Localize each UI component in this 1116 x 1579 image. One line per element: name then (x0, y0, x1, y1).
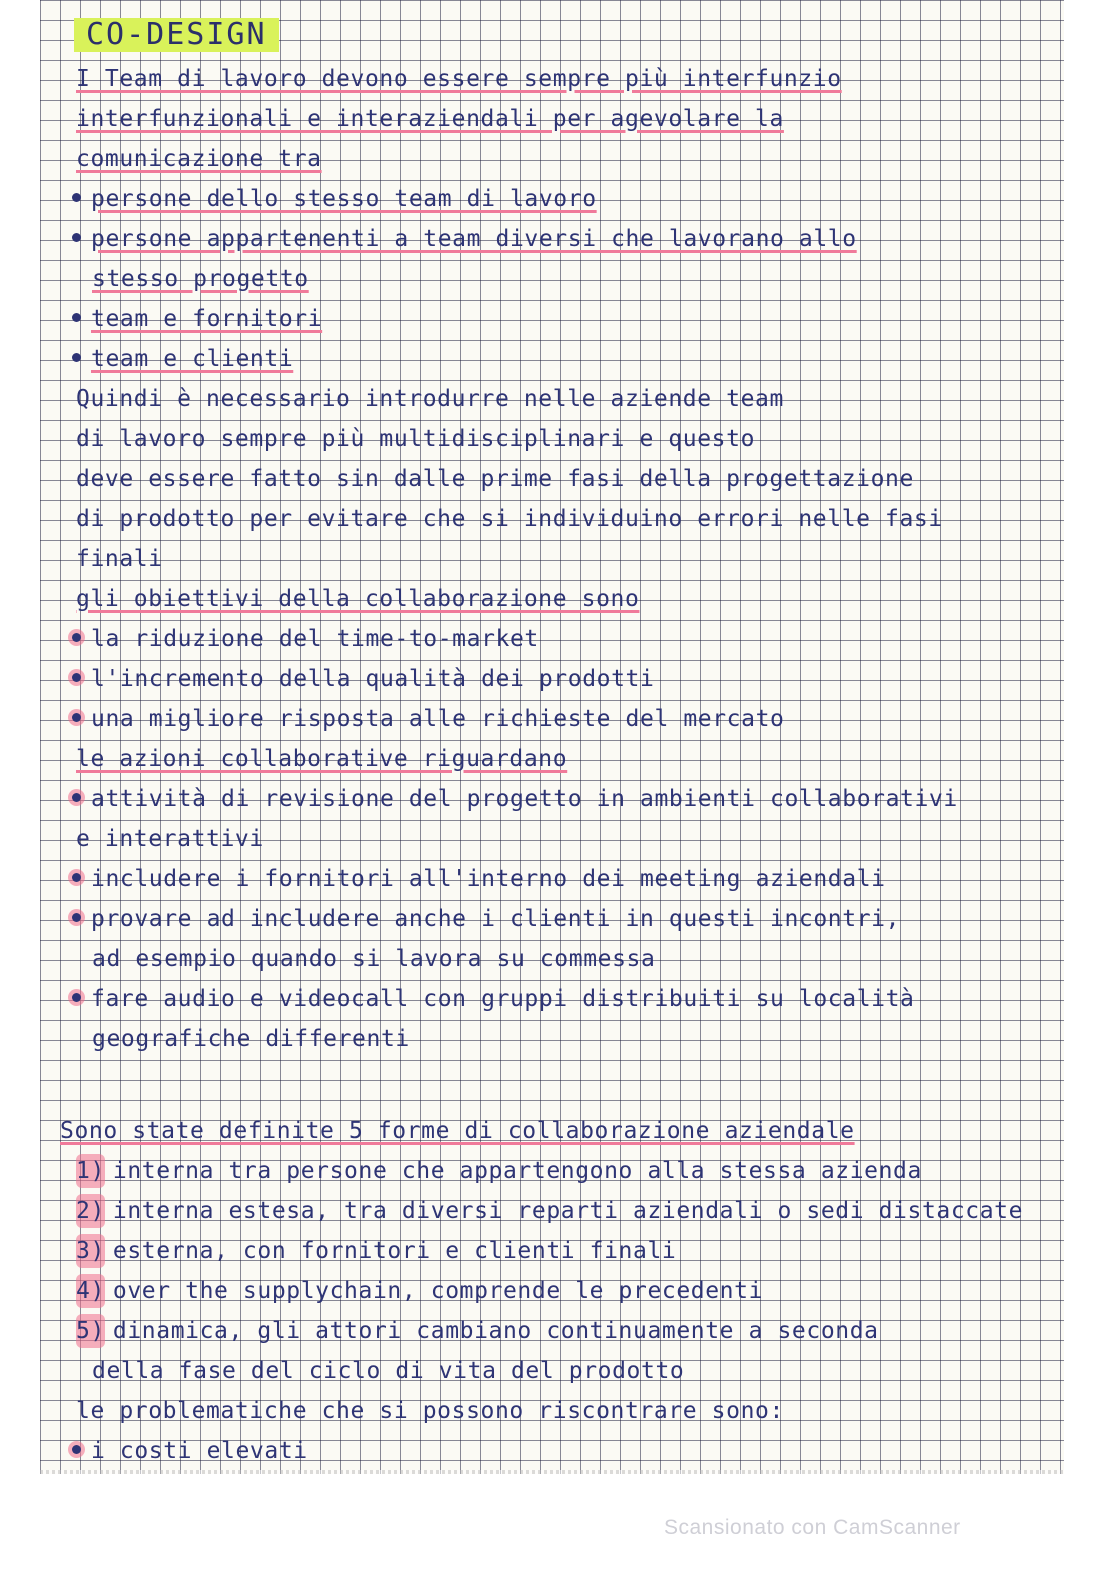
note-line (72, 222, 857, 256)
note-line (72, 342, 293, 376)
note-text: la riduzione del time-to-market (91, 626, 539, 652)
note-text: comunicazione tra (76, 146, 322, 172)
note-line (72, 982, 915, 1016)
scanner-watermark: Scansionato con CamScanner (664, 1516, 961, 1539)
note-line (76, 1394, 784, 1428)
note-line (92, 1354, 684, 1388)
note-text: stesso progetto (92, 266, 309, 292)
note-text: Quindi è necessario introdurre nelle aziende team (76, 386, 784, 412)
list-number: 3) (76, 1234, 105, 1268)
page-title: CO-DESIGN (74, 18, 279, 52)
bullet-dot-icon (72, 233, 81, 242)
note-text: i costi elevati (91, 1438, 308, 1464)
note-text: interna estesa, tra diversi reparti aziendali o sedi distaccate (112, 1198, 1024, 1224)
page-edge (40, 1470, 1064, 1474)
bullet-dot-icon (72, 873, 81, 882)
note-line (76, 102, 784, 136)
note-text: over the supplychain, comprende le precedenti (112, 1278, 764, 1304)
note-line (72, 862, 886, 896)
note-text: interfunzionali e interaziendali per agevolare la (76, 106, 784, 132)
bullet-dot-icon (72, 673, 81, 682)
list-number: 5) (76, 1314, 105, 1348)
note-line (76, 502, 943, 536)
note-line (76, 1154, 922, 1188)
bullet-dot-icon (72, 793, 81, 802)
note-text: dinamica, gli attori cambiano continuamente a seconda (112, 1318, 879, 1344)
note-line (60, 1114, 855, 1148)
note-line (72, 902, 900, 936)
bullet-dot-icon (72, 193, 81, 202)
note-text: l'incremento della qualità dei prodotti (91, 666, 655, 692)
note-text: le azioni collaborative riguardano (76, 746, 568, 772)
note-line (72, 302, 322, 336)
note-text: I Team di lavoro devono essere sempre più interfunzio (76, 66, 842, 92)
note-line (76, 382, 784, 416)
note-line (76, 422, 755, 456)
bullet-dot-icon (72, 993, 81, 1002)
note-text: team e clienti (91, 346, 294, 372)
note-line (72, 182, 597, 216)
bullet-dot-icon (72, 313, 81, 322)
note-line (76, 1234, 676, 1268)
note-line (76, 462, 914, 496)
note-line (76, 62, 842, 96)
list-number: 4) (76, 1274, 105, 1308)
note-text: le problematiche che si possono riscontrare sono: (76, 1398, 784, 1424)
note-text: ad esempio quando si lavora su commessa (92, 946, 656, 972)
note-text: di lavoro sempre più multidisciplinari e questo (76, 426, 756, 452)
bullet-dot-icon (72, 1445, 81, 1454)
note-text: Sono state definite 5 forme di collaborazione aziendale (60, 1118, 855, 1144)
note-text: geografiche differenti (92, 1026, 410, 1052)
note-text: una migliore risposta alle richieste del mercato (91, 706, 785, 732)
note-text: deve essere fatto sin dalle prime fasi della progettazione (76, 466, 914, 492)
note-line (72, 702, 784, 736)
note-line (76, 542, 163, 576)
bullet-dot-icon (72, 633, 81, 642)
note-line (76, 1274, 763, 1308)
note-line (76, 1194, 1023, 1228)
note-text: interna tra persone che appartengono alla stessa azienda (112, 1158, 922, 1184)
note-text: includere i fornitori all'interno dei meeting aziendali (91, 866, 886, 892)
list-number: 1) (76, 1154, 105, 1188)
note-text: finali (76, 546, 163, 572)
notebook-page (40, 0, 1064, 1474)
note-text: provare ad includere anche i clienti in questi incontri, (91, 906, 901, 932)
note-line (76, 1314, 879, 1348)
note-line (72, 1434, 308, 1468)
note-text: della fase del ciclo di vita del prodotto (92, 1358, 685, 1384)
bullet-dot-icon (72, 713, 81, 722)
note-line (92, 1022, 410, 1056)
note-text: fare audio e videocall con gruppi distribuiti su località (91, 986, 915, 1012)
note-line (76, 582, 639, 616)
list-number: 2) (76, 1194, 105, 1228)
note-line (92, 942, 655, 976)
note-text: persone dello stesso team di lavoro (91, 186, 597, 212)
note-line (76, 142, 322, 176)
note-text: e interattivi (76, 826, 264, 852)
bullet-dot-icon (72, 913, 81, 922)
note-line (76, 822, 264, 856)
note-text: team e fornitori (91, 306, 323, 332)
note-text: esterna, con fornitori e clienti finali (112, 1238, 677, 1264)
note-line (92, 262, 309, 296)
note-line (72, 622, 539, 656)
note-line (76, 742, 567, 776)
note-text: di prodotto per evitare che si individuino errori nelle fasi (76, 506, 943, 532)
note-line (72, 782, 958, 816)
note-text: attività di revisione del progetto in ambienti collaborativi (91, 786, 958, 812)
note-text: gli obiettivi della collaborazione sono (76, 586, 640, 612)
note-text: persone appartenenti a team diversi che lavorano allo (91, 226, 857, 252)
note-line (72, 662, 654, 696)
bullet-dot-icon (72, 353, 81, 362)
